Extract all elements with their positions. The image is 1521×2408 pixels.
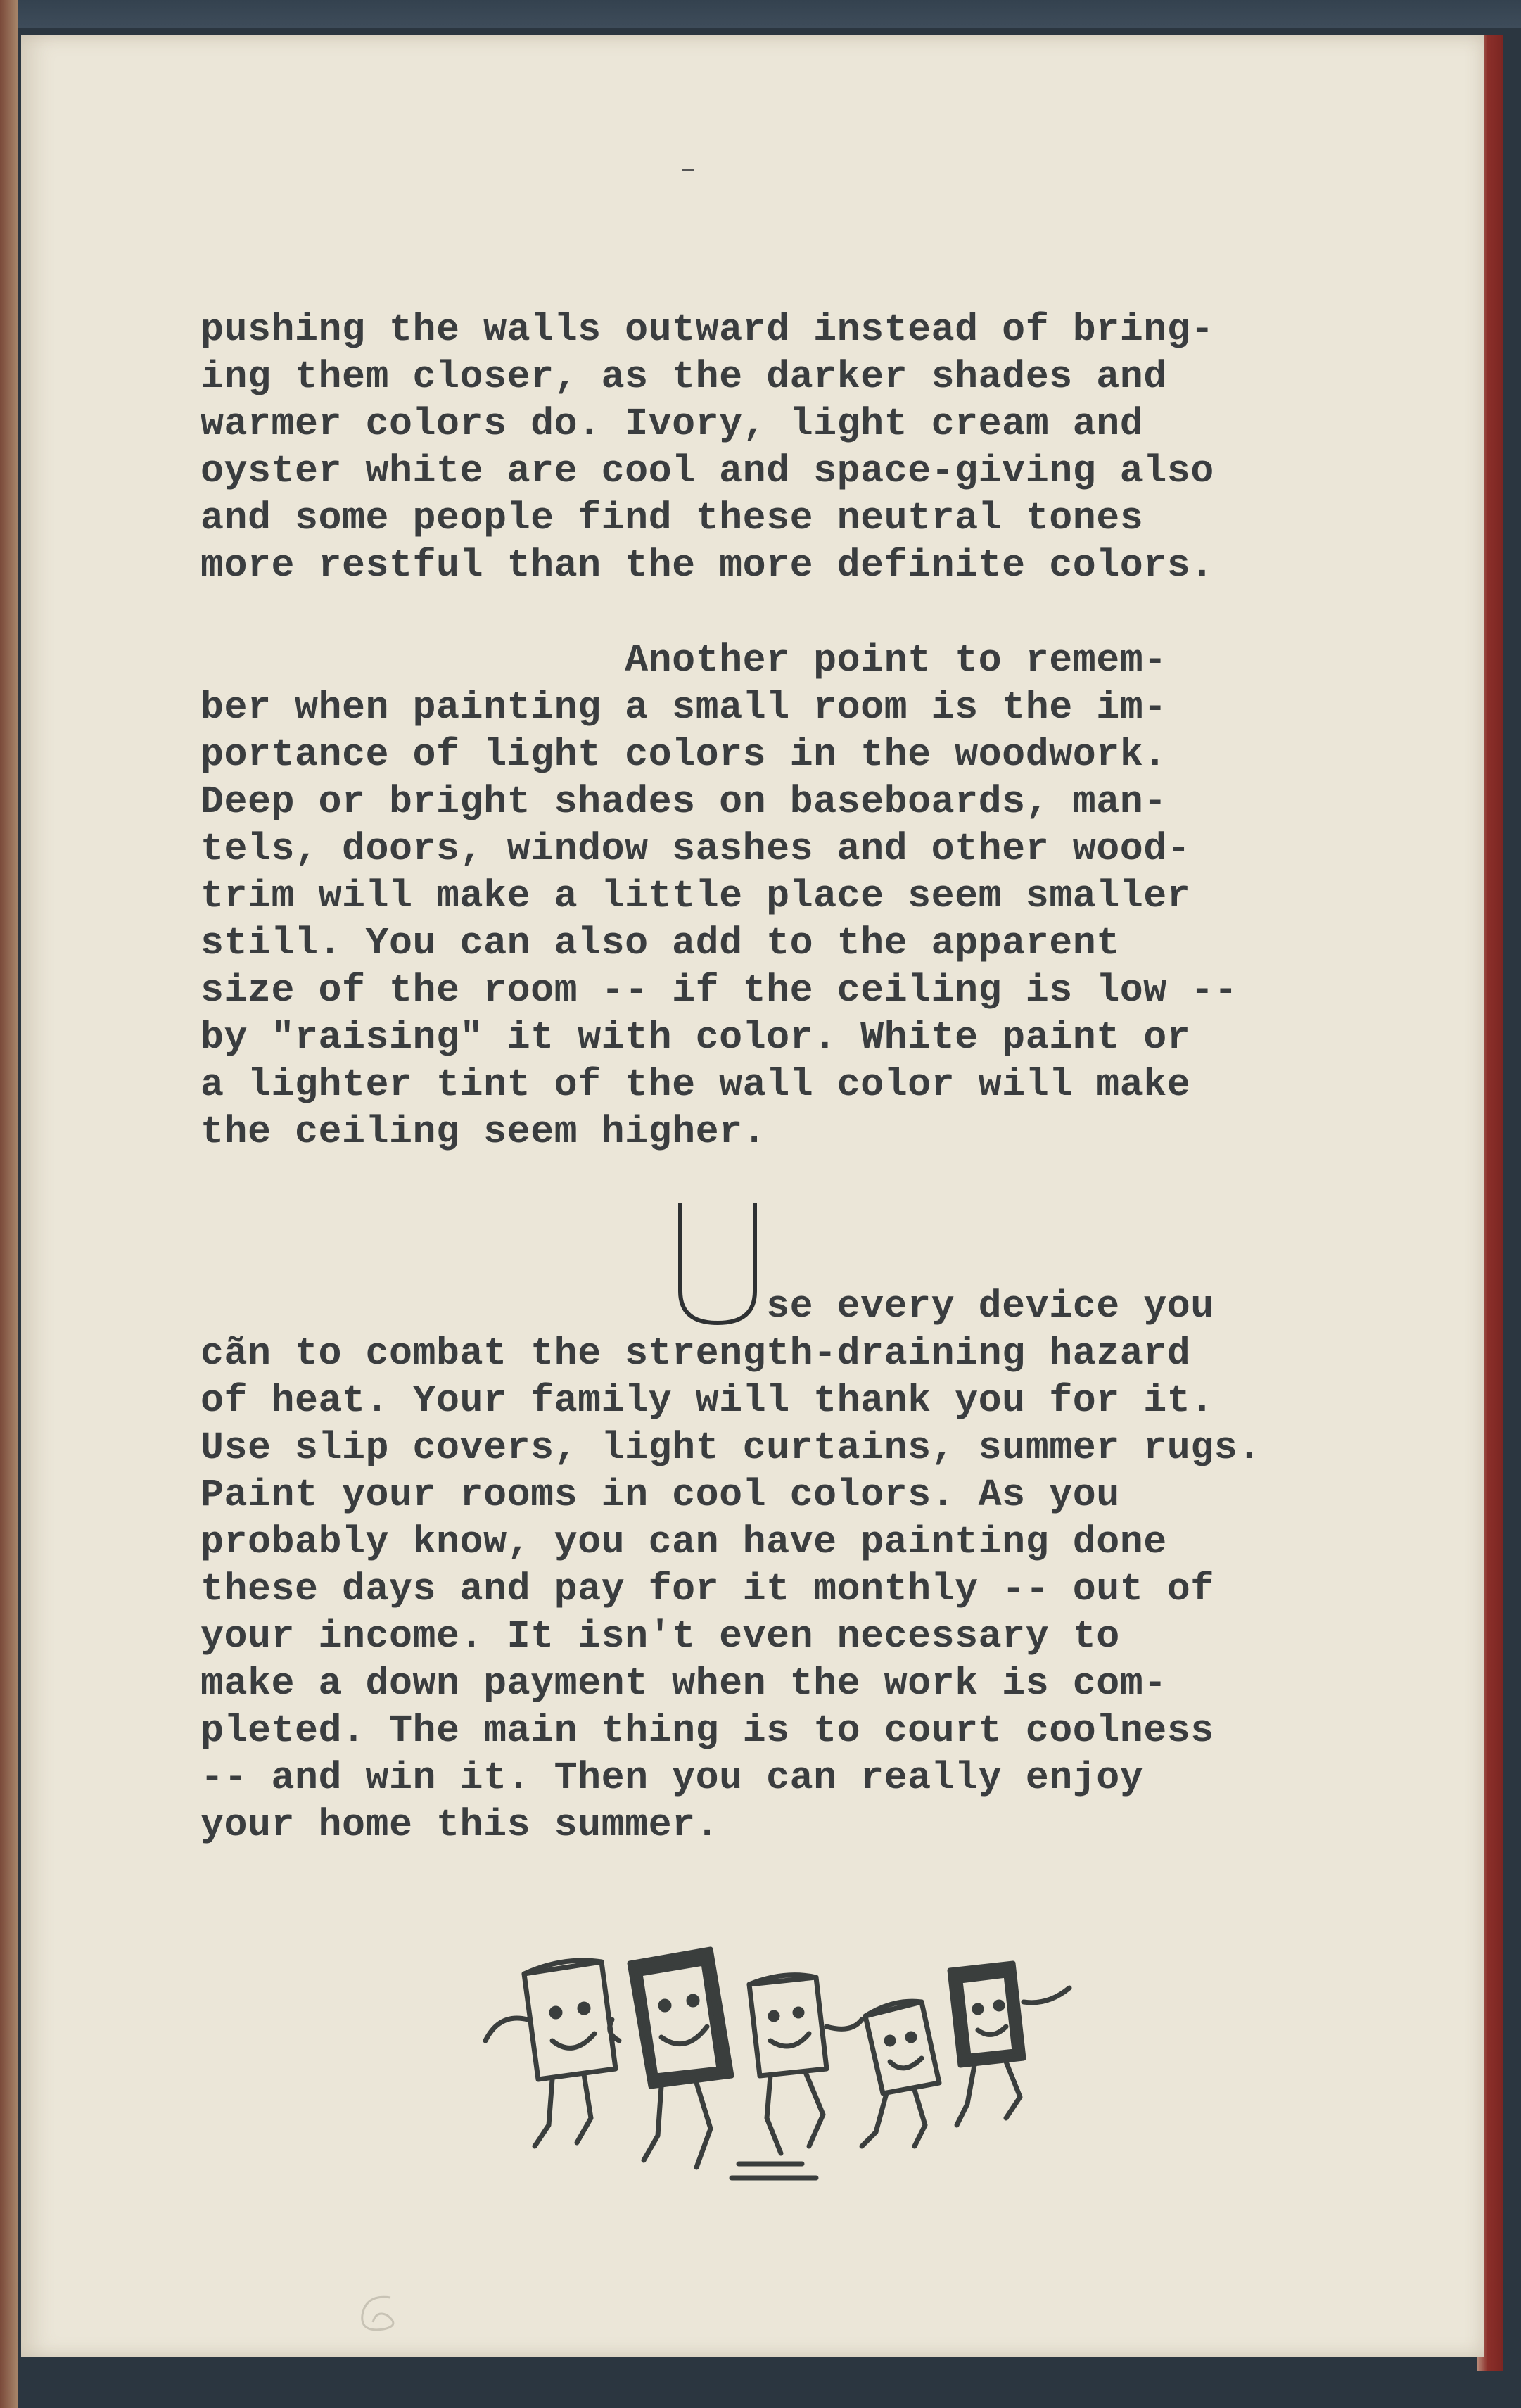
text-line: make a down payment when the work is com- xyxy=(201,1661,1167,1706)
book-binding-left-edge xyxy=(0,0,18,2408)
text-line: oyster white are cool and space-giving also xyxy=(201,449,1214,493)
text-line: -- and win it. Then you can really enjoy xyxy=(201,1756,1144,1800)
text-line: the ceiling seem higher. xyxy=(201,1110,767,1154)
text-line: pushing the walls outward instead of bring- xyxy=(201,308,1214,352)
text-line: probably know, you can have painting done xyxy=(201,1520,1167,1564)
text-line: a lighter tint of the wall color will make xyxy=(201,1063,1191,1107)
paragraph-2 xyxy=(201,637,1298,1155)
text-line: and some people find these neutral tones xyxy=(201,496,1144,540)
text-line: ber when painting a small room is the im- xyxy=(201,685,1167,730)
text-line: still. You can also add to the apparent xyxy=(201,921,1120,965)
text-line: se every device you xyxy=(201,1284,1214,1329)
text-line: size of the room -- if the ceiling is low -- xyxy=(201,968,1238,1013)
text-line: Use slip covers, light curtains, summer rugs. xyxy=(201,1426,1261,1470)
page-mark xyxy=(682,169,694,171)
book-cover-top-edge xyxy=(0,0,1521,28)
paragraph-1 xyxy=(201,306,1298,589)
text-line: your income. It isn't even necessary to xyxy=(201,1614,1120,1659)
text-line: ing them closer, as the darker shades and xyxy=(201,355,1167,399)
pencil-mark-icon xyxy=(352,2290,408,2340)
text-line: Another point to remem- xyxy=(201,638,1167,683)
text-line: of heat. Your family will thank you for it. xyxy=(201,1379,1214,1423)
text-line: portance of light colors in the woodwork. xyxy=(201,733,1167,777)
text-line: Paint your rooms in cool colors. As you xyxy=(201,1473,1120,1517)
text-line: Deep or bright shades on baseboards, man- xyxy=(201,780,1167,824)
text-line: pleted. The main thing is to court coolness xyxy=(201,1709,1214,1753)
book-page xyxy=(21,35,1484,2357)
text-line: these days and pay for it monthly -- out of xyxy=(201,1567,1214,1611)
text-line: by "raising" it with color. White paint or xyxy=(201,1015,1191,1060)
text-line: cãn to combat the strength-draining hazard xyxy=(201,1331,1191,1376)
text-line: tels, doors, window sashes and other wood- xyxy=(201,827,1191,871)
text-line: warmer colors do. Ivory, light cream and xyxy=(201,402,1144,446)
text-line: your home this summer. xyxy=(201,1803,720,1847)
dancing-paint-cans-illustration-icon xyxy=(471,1935,1119,2195)
text-line: more restful than the more definite colors. xyxy=(201,543,1214,588)
paragraph-3 xyxy=(201,1283,1298,1849)
text-line: trim will make a little place seem smaller xyxy=(201,874,1191,918)
